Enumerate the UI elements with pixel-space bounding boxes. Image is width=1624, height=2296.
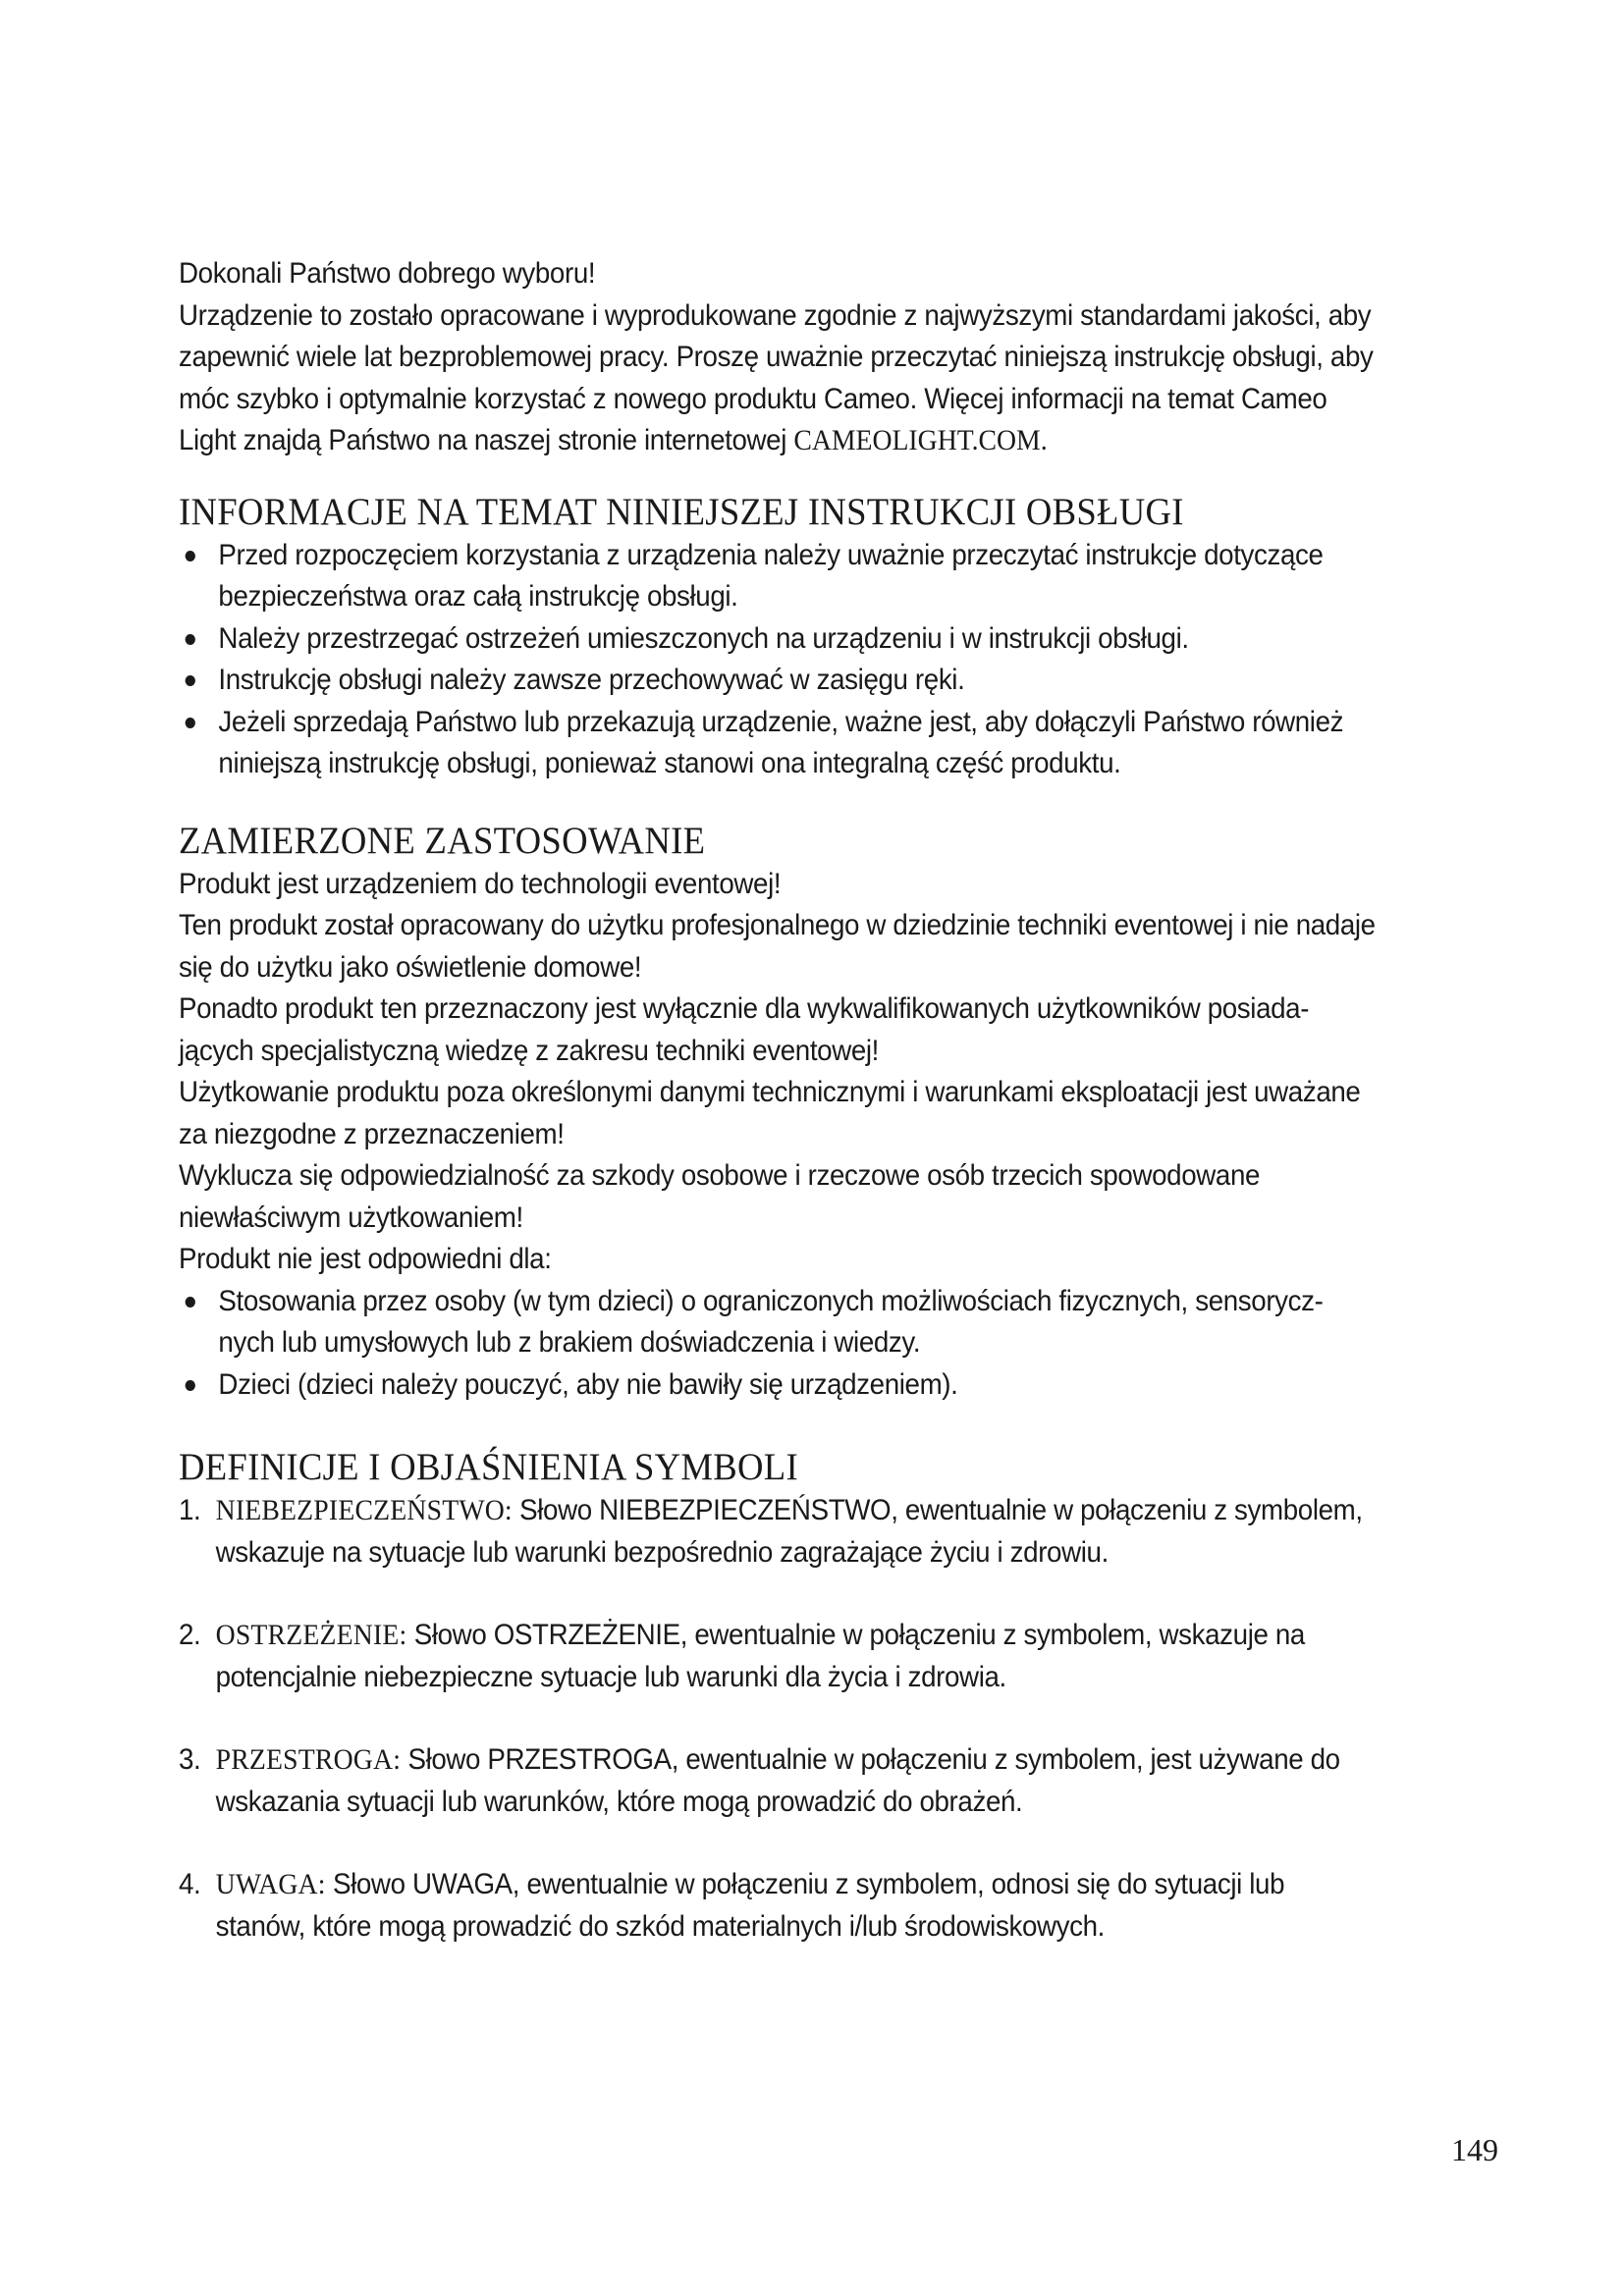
- manual-info-heading: INFORMACJE NA TEMAT NINIEJSZEJ INSTRUKCJI OBSŁUGI: [179, 490, 1184, 533]
- definition-text: Słowo NIEBEZPIECZEŃSTWO, ewentualnie w połączeniu z symbolem, wskazuje na sytuacje lub warunki bezpośrednio zagrażające życiu i zdrowiu.: [215, 1494, 1363, 1569]
- intended-use-section: [179, 819, 1379, 1407]
- definition-item: [179, 1739, 1379, 1823]
- intended-use-paragraph: Ten produkt został opracowany do użytku profesjonalnego w dziedzinie techniki eventowej i nie nadaje się do użytku jako oświetlenie domowe!: [179, 909, 1376, 984]
- manual-info-list: [179, 535, 1379, 785]
- definitions-section: [179, 1445, 1379, 1948]
- intended-use-paragraph: Ponadto produkt ten przeznaczony jest wyłącznie dla wykwalifikowanych użytkowników posiada-jących specjalistyczną wiedzę z zakresu techniki eventowej!: [179, 992, 1310, 1067]
- definition-text: Słowo PRZESTROGA, ewentualnie w połączeniu z symbolem, jest używane do wskazania sytuacji lub warunków, które mogą prowadzić do obrażeń.: [215, 1743, 1340, 1818]
- intro-section: [179, 253, 1379, 462]
- manual-page: [179, 253, 1379, 1989]
- definition-number: 3.: [179, 1743, 201, 1776]
- list-item: Instrukcję obsługi należy zawsze przechowywać w zasięgu ręki.: [179, 660, 1379, 702]
- intended-use-paragraph: Produkt jest urządzeniem do technologii eventowej!: [179, 867, 782, 900]
- list-item: Dzieci (dzieci należy pouczyć, aby nie bawiły się urządzeniem).: [179, 1364, 1379, 1407]
- manual-info-section: [179, 490, 1379, 785]
- intro-end: .: [1040, 425, 1048, 456]
- page-number: 149: [1451, 2132, 1498, 2167]
- not-suitable-list: [179, 1281, 1379, 1407]
- intended-use-heading: ZAMIERZONE ZASTOSOWANIE: [179, 819, 706, 862]
- intended-use-paragraph: Wyklucza się odpowiedzialność za szkody osobowe i rzeczowe osób trzecich spowodowane niewłaściwym użytkowaniem!: [179, 1159, 1261, 1234]
- list-item: Należy przestrzegać ostrzeżeń umieszczonych na urządzeniu i w instrukcji obsługi.: [179, 618, 1379, 661]
- list-item: Stosowania przez osoby (w tym dzieci) o ograniczonych możliwościach fizycznych, sensorycz-nych lub umysłowych lub z brakiem doświadczenia i wiedzy.: [179, 1281, 1379, 1364]
- intro-body-text: Urządzenie to zostało opracowane i wyprodukowane zgodnie z najwyższymi standardami jakości, aby zapewnić wiele lat bezproblemowej pracy. Proszę uważnie przeczytać niniejszą instrukcję obsługi, aby móc szybko i optymalnie korzystać z nowego produktu Cameo. Więcej informacji na temat Cameo Light znajdą Państwo na naszej stronie internetowej: [179, 298, 1374, 456]
- definition-text: Słowo OSTRZEŻENIE, ewentualnie w połączeniu z symbolem, wskazuje na potencjalnie niebezpieczne sytuacje lub warunki dla życia i zdrowia.: [215, 1619, 1305, 1693]
- intended-use-paragraph: Produkt nie jest odpowiedni dla:: [179, 1243, 552, 1275]
- definition-text: Słowo UWAGA, ewentualnie w połączeniu z symbolem, odnosi się do sytuacji lub stanów, które mogą prowadzić do szkód materialnych i/lub środowiskowych.: [215, 1868, 1285, 1943]
- intro-body: [179, 295, 1379, 462]
- definition-number: 2.: [179, 1619, 201, 1651]
- definition-number: 4.: [179, 1868, 201, 1900]
- website-link[interactable]: CAMEOLIGHT.COM: [793, 425, 1041, 456]
- definition-term: PRZESTROGA:: [215, 1744, 402, 1776]
- definition-item: [179, 1864, 1379, 1948]
- intended-use-paragraph: Użytkowanie produktu poza określonymi danymi technicznymi i warunkami eksploatacji jest uważane za niezgodne z przeznaczeniem!: [179, 1076, 1361, 1150]
- list-item: Przed rozpoczęciem korzystania z urządzenia należy uważnie przeczytać instrukcje dotyczące bezpieczeństwa oraz całą instrukcję obsługi.: [179, 535, 1379, 618]
- definitions-heading: DEFINICJE I OBJAŚNIENIA SYMBOLI: [179, 1446, 798, 1488]
- definitions-list: [179, 1490, 1379, 1948]
- definition-item: [179, 1615, 1379, 1698]
- definition-number: 1.: [179, 1494, 201, 1526]
- list-item: Jeżeli sprzedają Państwo lub przekazują urządzenie, ważne jest, aby dołączyli Państwo również niniejszą instrukcję obsługi, ponieważ stanowi ona integralną część produktu.: [179, 702, 1379, 785]
- intro-greeting: Dokonali Państwo dobrego wyboru!: [179, 257, 596, 290]
- definition-term: OSTRZEŻENIE:: [215, 1620, 407, 1651]
- definition-item: [179, 1490, 1379, 1574]
- definition-term: UWAGA:: [215, 1869, 326, 1900]
- definition-term: NIEBEZPIECZEŃSTWO:: [215, 1495, 513, 1526]
